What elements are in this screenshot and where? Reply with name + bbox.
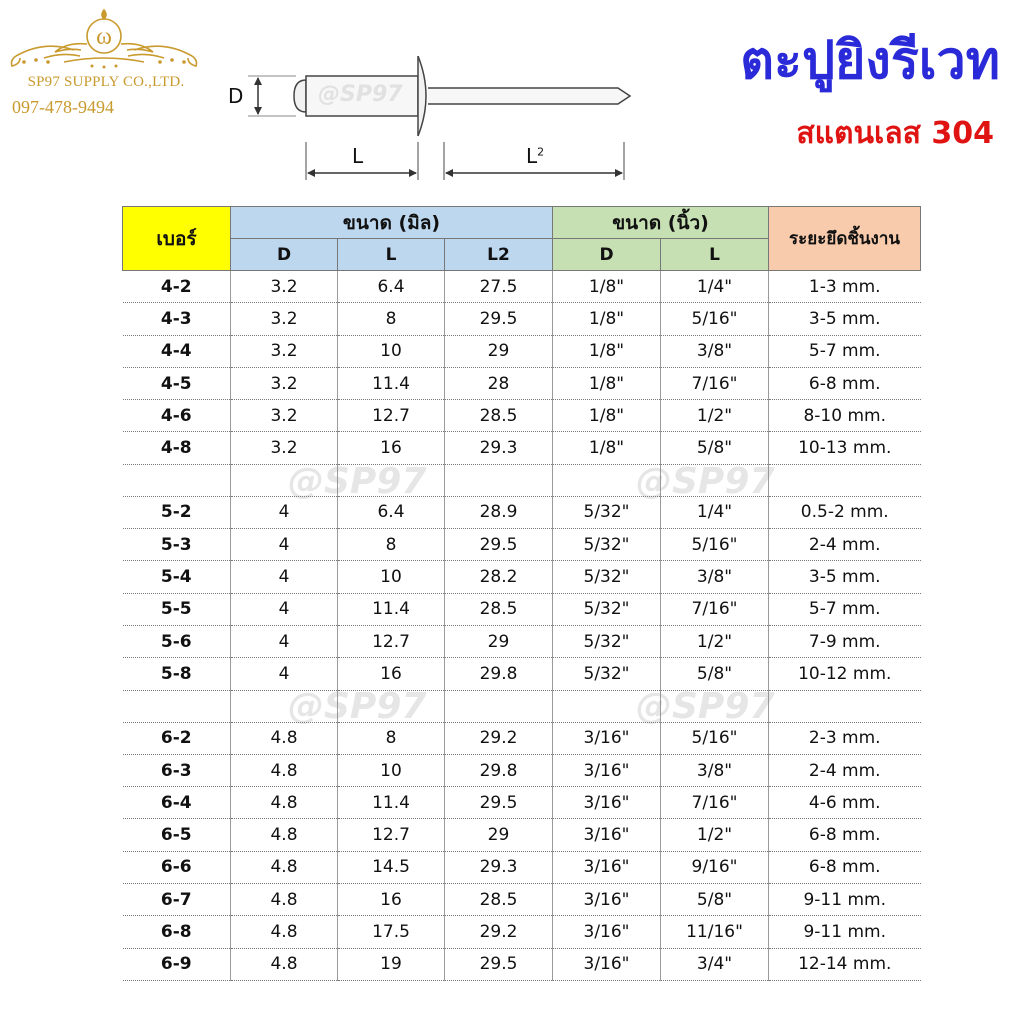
cell-inch-l: 3/8" xyxy=(661,335,769,367)
table-row xyxy=(123,722,921,754)
cell-grip: 2-4 mm. xyxy=(769,529,921,561)
cell-inch-d: 3/16" xyxy=(553,754,661,786)
cell-mm-d: 4 xyxy=(231,658,338,690)
cell-mm-l2: 29.5 xyxy=(445,529,553,561)
cell-grip: 10-12 mm. xyxy=(769,658,921,690)
cell-mm-l: 12.7 xyxy=(338,625,445,657)
cell-mm-d: 3.2 xyxy=(231,432,338,464)
cell-mm-d: 4.8 xyxy=(231,754,338,786)
cell-mm-l: 16 xyxy=(338,884,445,916)
cell-grip: 6-8 mm. xyxy=(769,367,921,399)
cell-mm-d: 4 xyxy=(231,529,338,561)
cell-inch-l: 11/16" xyxy=(661,916,769,948)
cell-mm-d: 4.8 xyxy=(231,948,338,980)
cell-size: 6-6 xyxy=(123,851,231,883)
table-row xyxy=(123,335,921,367)
header-inch-d: D xyxy=(553,239,661,271)
table-spacer-row xyxy=(123,690,921,722)
cell-grip: 2-3 mm. xyxy=(769,722,921,754)
cell-mm-l: 8 xyxy=(338,722,445,754)
cell-mm-d: 4 xyxy=(231,561,338,593)
cell-inch-d: 3/16" xyxy=(553,916,661,948)
cell-mm-d: 3.2 xyxy=(231,303,338,335)
cell-mm-l2: 28.5 xyxy=(445,884,553,916)
cell-inch-l: 1/4" xyxy=(661,271,769,303)
cell-size: 6-4 xyxy=(123,787,231,819)
cell-size: 4-2 xyxy=(123,271,231,303)
cell-mm-d: 4 xyxy=(231,496,338,528)
table-row xyxy=(123,529,921,561)
table-row xyxy=(123,303,921,335)
cell-mm-l: 8 xyxy=(338,303,445,335)
cell-size: 6-3 xyxy=(123,754,231,786)
table-row xyxy=(123,400,921,432)
cell-mm-d: 4.8 xyxy=(231,916,338,948)
cell-size: 5-8 xyxy=(123,658,231,690)
cell-mm-l2: 28.2 xyxy=(445,561,553,593)
cell-size: 5-4 xyxy=(123,561,231,593)
cell-inch-d: 1/8" xyxy=(553,335,661,367)
cell-mm-l: 6.4 xyxy=(338,271,445,303)
cell-grip: 5-7 mm. xyxy=(769,335,921,367)
table-watermark: @SP97 xyxy=(288,461,427,502)
table-spacer-row xyxy=(123,464,921,496)
cell-mm-d: 4.8 xyxy=(231,884,338,916)
table-body xyxy=(123,271,921,981)
cell-mm-d: 4.8 xyxy=(231,851,338,883)
cell-mm-l2: 27.5 xyxy=(445,271,553,303)
cell-mm-l: 17.5 xyxy=(338,916,445,948)
cell-mm-l: 19 xyxy=(338,948,445,980)
cell-inch-l: 1/2" xyxy=(661,625,769,657)
cell-mm-l2: 28.5 xyxy=(445,593,553,625)
cell-inch-l: 9/16" xyxy=(661,851,769,883)
cell-inch-l: 5/8" xyxy=(661,658,769,690)
empty-cell xyxy=(231,464,338,496)
cell-mm-l2: 28.5 xyxy=(445,400,553,432)
header-mm-l2: L2 xyxy=(445,239,553,271)
cell-grip: 5-7 mm. xyxy=(769,593,921,625)
table-row xyxy=(123,593,921,625)
cell-mm-l2: 29 xyxy=(445,335,553,367)
company-logo xyxy=(4,6,204,116)
cell-inch-l: 1/2" xyxy=(661,400,769,432)
empty-cell xyxy=(123,690,231,722)
empty-cell xyxy=(231,690,338,722)
empty-cell xyxy=(338,690,445,722)
ornament-icon xyxy=(4,6,204,74)
cell-inch-d: 3/16" xyxy=(553,722,661,754)
cell-mm-d: 3.2 xyxy=(231,400,338,432)
cell-grip: 2-4 mm. xyxy=(769,754,921,786)
header-mm-group: ขนาด (มิล) xyxy=(231,207,553,239)
header-inch-l: L xyxy=(661,239,769,271)
cell-mm-l: 10 xyxy=(338,754,445,786)
cell-inch-d: 1/8" xyxy=(553,432,661,464)
table-row xyxy=(123,787,921,819)
cell-mm-l: 12.7 xyxy=(338,400,445,432)
label-l2-base: L xyxy=(526,144,538,168)
cell-inch-l: 5/16" xyxy=(661,529,769,561)
cell-inch-d: 3/16" xyxy=(553,851,661,883)
cell-inch-d: 1/8" xyxy=(553,271,661,303)
cell-grip: 9-11 mm. xyxy=(769,916,921,948)
cell-grip: 8-10 mm. xyxy=(769,400,921,432)
cell-size: 6-8 xyxy=(123,916,231,948)
cell-inch-d: 5/32" xyxy=(553,658,661,690)
cell-mm-l: 6.4 xyxy=(338,496,445,528)
table-row xyxy=(123,367,921,399)
cell-mm-l2: 29 xyxy=(445,625,553,657)
diagram-watermark: @SP97 xyxy=(318,82,403,107)
cell-mm-l: 16 xyxy=(338,658,445,690)
empty-cell xyxy=(661,464,769,496)
table-row xyxy=(123,819,921,851)
cell-inch-l: 5/8" xyxy=(661,884,769,916)
cell-mm-l: 16 xyxy=(338,432,445,464)
rivet-diagram xyxy=(222,56,642,186)
cell-inch-l: 5/16" xyxy=(661,722,769,754)
empty-cell xyxy=(445,690,553,722)
cell-mm-l2: 29.5 xyxy=(445,303,553,335)
table-row xyxy=(123,271,921,303)
table-row xyxy=(123,754,921,786)
cell-size: 5-5 xyxy=(123,593,231,625)
header-grip: ระยะยึดชิ้นงาน xyxy=(769,207,921,271)
cell-inch-l: 7/16" xyxy=(661,367,769,399)
cell-inch-d: 5/32" xyxy=(553,529,661,561)
cell-inch-d: 3/16" xyxy=(553,948,661,980)
cell-mm-l: 11.4 xyxy=(338,787,445,819)
cell-mm-l: 11.4 xyxy=(338,593,445,625)
cell-mm-l2: 29.8 xyxy=(445,658,553,690)
empty-cell xyxy=(445,464,553,496)
cell-mm-l2: 28.9 xyxy=(445,496,553,528)
cell-mm-d: 3.2 xyxy=(231,367,338,399)
cell-size: 4-3 xyxy=(123,303,231,335)
table-row xyxy=(123,625,921,657)
cell-mm-d: 4.8 xyxy=(231,722,338,754)
table-row xyxy=(123,948,921,980)
cell-mm-d: 4.8 xyxy=(231,819,338,851)
cell-grip: 3-5 mm. xyxy=(769,561,921,593)
cell-grip: 10-13 mm. xyxy=(769,432,921,464)
cell-grip: 6-8 mm. xyxy=(769,819,921,851)
header-mm-l: L xyxy=(338,239,445,271)
table-watermark: @SP97 xyxy=(288,686,427,727)
cell-inch-d: 5/32" xyxy=(553,561,661,593)
table-watermark: @SP97 xyxy=(636,686,775,727)
empty-cell xyxy=(123,464,231,496)
cell-size: 6-7 xyxy=(123,884,231,916)
cell-size: 4-4 xyxy=(123,335,231,367)
rivet-drawing xyxy=(222,56,642,186)
cell-inch-d: 3/16" xyxy=(553,787,661,819)
cell-size: 5-6 xyxy=(123,625,231,657)
header-mm-d: D xyxy=(231,239,338,271)
cell-inch-l: 7/16" xyxy=(661,593,769,625)
cell-size: 5-2 xyxy=(123,496,231,528)
cell-inch-d: 5/32" xyxy=(553,625,661,657)
cell-mm-l: 10 xyxy=(338,335,445,367)
cell-mm-l2: 28 xyxy=(445,367,553,399)
empty-cell xyxy=(553,464,661,496)
cell-mm-d: 4 xyxy=(231,593,338,625)
rivet-spec-table xyxy=(122,206,921,981)
cell-size: 6-5 xyxy=(123,819,231,851)
cell-size: 4-5 xyxy=(123,367,231,399)
cell-mm-d: 3.2 xyxy=(231,271,338,303)
cell-grip: 3-5 mm. xyxy=(769,303,921,335)
cell-inch-d: 1/8" xyxy=(553,303,661,335)
cell-grip: 1-3 mm. xyxy=(769,271,921,303)
cell-mm-d: 3.2 xyxy=(231,335,338,367)
label-l: L xyxy=(352,144,364,168)
cell-inch-d: 5/32" xyxy=(553,593,661,625)
cell-mm-l2: 29.2 xyxy=(445,722,553,754)
table-row xyxy=(123,884,921,916)
company-name: SP97 SUPPLY CO.,LTD. xyxy=(27,74,185,90)
page-title: ตะปูยิงรีเวท xyxy=(740,31,1000,91)
empty-cell xyxy=(661,690,769,722)
cell-inch-l: 1/2" xyxy=(661,819,769,851)
cell-size: 6-2 xyxy=(123,722,231,754)
cell-grip: 7-9 mm. xyxy=(769,625,921,657)
cell-mm-l2: 29 xyxy=(445,819,553,851)
cell-mm-l2: 29.3 xyxy=(445,851,553,883)
company-phone: 097-478-9494 xyxy=(12,97,114,117)
cell-mm-d: 4.8 xyxy=(231,787,338,819)
cell-mm-d: 4 xyxy=(231,625,338,657)
cell-size: 5-3 xyxy=(123,529,231,561)
table-row xyxy=(123,658,921,690)
cell-size: 4-6 xyxy=(123,400,231,432)
cell-inch-l: 3/4" xyxy=(661,948,769,980)
cell-inch-l: 7/16" xyxy=(661,787,769,819)
header-inch-group: ขนาด (นิ้ว) xyxy=(553,207,769,239)
label-l2 xyxy=(526,144,544,168)
label-d: D xyxy=(228,84,244,108)
cell-mm-l2: 29.5 xyxy=(445,948,553,980)
cell-grip: 6-8 mm. xyxy=(769,851,921,883)
cell-inch-l: 5/16" xyxy=(661,303,769,335)
cell-mm-l: 11.4 xyxy=(338,367,445,399)
cell-inch-d: 3/16" xyxy=(553,884,661,916)
cell-size: 4-8 xyxy=(123,432,231,464)
header-size: เบอร์ xyxy=(123,207,231,271)
cell-mm-l: 14.5 xyxy=(338,851,445,883)
table-row xyxy=(123,561,921,593)
cell-mm-l2: 29.2 xyxy=(445,916,553,948)
table-row xyxy=(123,916,921,948)
cell-inch-d: 5/32" xyxy=(553,496,661,528)
cell-inch-l: 3/8" xyxy=(661,754,769,786)
empty-cell xyxy=(338,464,445,496)
logo-letter: ω xyxy=(96,24,112,50)
table-row xyxy=(123,496,921,528)
cell-grip: 4-6 mm. xyxy=(769,787,921,819)
page-subtitle: สแตนเลส 304 xyxy=(796,116,994,151)
empty-cell xyxy=(553,690,661,722)
table-row xyxy=(123,432,921,464)
empty-cell xyxy=(769,690,921,722)
cell-mm-l2: 29.5 xyxy=(445,787,553,819)
cell-mm-l2: 29.3 xyxy=(445,432,553,464)
cell-inch-l: 5/8" xyxy=(661,432,769,464)
cell-size: 6-9 xyxy=(123,948,231,980)
empty-cell xyxy=(769,464,921,496)
cell-inch-d: 3/16" xyxy=(553,819,661,851)
cell-inch-d: 1/8" xyxy=(553,367,661,399)
cell-inch-l: 1/4" xyxy=(661,496,769,528)
cell-mm-l: 12.7 xyxy=(338,819,445,851)
cell-mm-l2: 29.8 xyxy=(445,754,553,786)
cell-grip: 0.5-2 mm. xyxy=(769,496,921,528)
table-watermark: @SP97 xyxy=(636,461,775,502)
label-l2-sup: 2 xyxy=(537,145,545,159)
cell-inch-d: 1/8" xyxy=(553,400,661,432)
cell-inch-l: 3/8" xyxy=(661,561,769,593)
cell-grip: 9-11 mm. xyxy=(769,884,921,916)
cell-grip: 12-14 mm. xyxy=(769,948,921,980)
cell-mm-l: 8 xyxy=(338,529,445,561)
cell-mm-l: 10 xyxy=(338,561,445,593)
table-row xyxy=(123,851,921,883)
